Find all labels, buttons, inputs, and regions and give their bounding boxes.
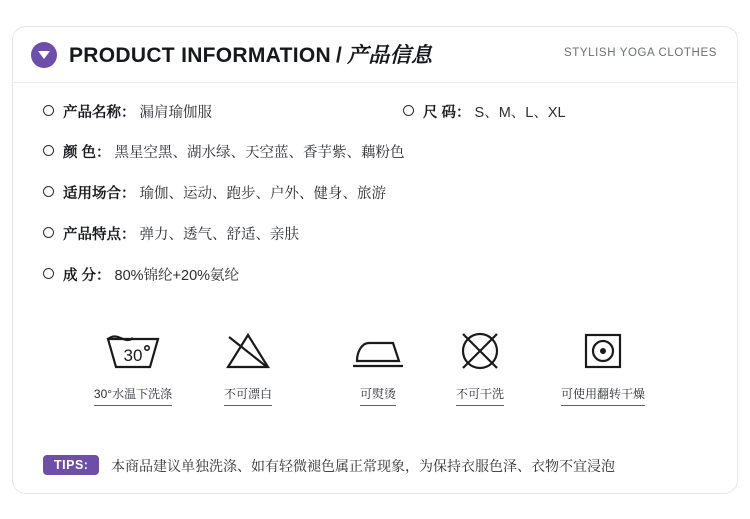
care-caption: 不可干洗 [456, 385, 504, 406]
spec-label: 颜 色： [63, 145, 111, 161]
spec-row-features [43, 223, 299, 244]
spec-label: 产品名称： [63, 105, 136, 121]
title-cn: 产品信息 [347, 44, 433, 67]
circle-bullet-icon [43, 227, 54, 238]
svg-text:30: 30 [123, 346, 143, 365]
care-instructions [13, 327, 737, 437]
badge-shield-icon [31, 42, 57, 68]
spec-row-size [403, 101, 566, 122]
circle-bullet-icon [43, 105, 54, 116]
no-bleach-icon [173, 327, 323, 375]
tumble-dry-icon [528, 327, 678, 375]
circle-bullet-icon [403, 105, 414, 116]
tips-bar [13, 455, 737, 495]
spec-row-product-name [43, 101, 212, 122]
title-separator: / [335, 44, 343, 67]
spec-list [13, 83, 737, 299]
tips-text: 本商品建议单独洗涤、如有轻微褪色属正常现象，为保持衣服色泽、衣物不宜浸泡 [111, 458, 615, 474]
care-caption: 30°水温下洗涤 [94, 385, 172, 406]
care-item-bleach [173, 327, 323, 406]
title-en: PRODUCT INFORMATION [69, 44, 331, 67]
spec-label: 产品特点： [63, 227, 136, 243]
spec-row-composition [43, 264, 239, 285]
product-information-card [12, 26, 738, 494]
card-header [13, 27, 737, 83]
spec-value: 漏肩瑜伽服 [139, 105, 212, 121]
spec-row-occasion [43, 182, 386, 203]
circle-bullet-icon [43, 268, 54, 279]
spec-row-color [43, 141, 405, 162]
spec-value: 弹力、透气、舒适、亲肤 [139, 227, 299, 243]
care-caption: 可使用翻转干燥 [561, 385, 645, 406]
spec-value: 80%锦纶+20%氨纶 [114, 268, 240, 284]
header-tagline: STYLISH YOGA CLOTHES [563, 47, 717, 59]
spec-label: 适用场合： [63, 186, 136, 202]
page-title [69, 39, 432, 69]
care-item-tumble-dry [528, 327, 678, 406]
care-caption: 可熨烫 [360, 385, 396, 406]
spec-value: 瑜伽、运动、跑步、户外、健身、旅游 [139, 186, 386, 202]
circle-bullet-icon [43, 145, 54, 156]
spec-label: 尺 码： [423, 105, 471, 121]
circle-bullet-icon [43, 186, 54, 197]
care-caption: 不可漂白 [224, 385, 272, 406]
spec-value: S、M、L、XL [474, 105, 566, 121]
spec-label: 成 分： [63, 268, 111, 284]
tips-badge: TIPS: [43, 455, 99, 475]
spec-value: 黑星空黑、湖水绿、天空蓝、香芋紫、藕粉色 [114, 145, 405, 161]
